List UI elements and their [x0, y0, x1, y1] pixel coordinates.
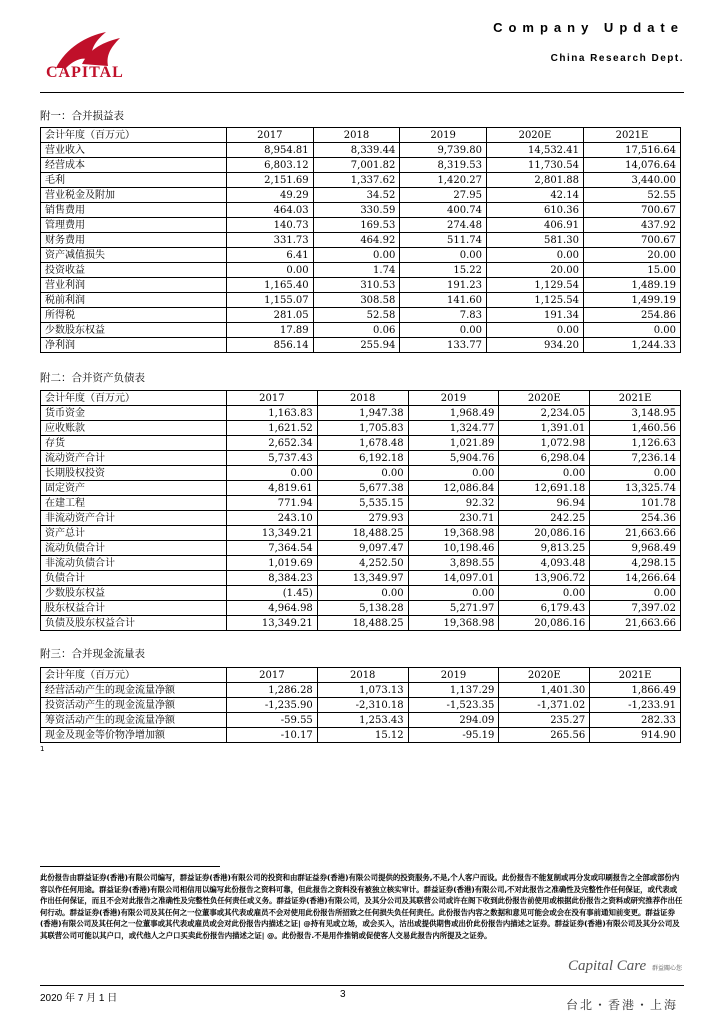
table-cell: 0.00: [499, 586, 590, 601]
row-label: 现金及现金等价物净增加额: [41, 728, 227, 743]
table-cell: 1.74: [313, 263, 400, 278]
table-cell: 1,499.19: [583, 293, 680, 308]
table-header-row: [41, 391, 681, 406]
table-cell: 282.33: [590, 713, 681, 728]
table-cell: 406.91: [486, 218, 583, 233]
header-rule: [40, 92, 684, 93]
table-cell: 0.00: [408, 466, 499, 481]
table-cell: 12,086.84: [408, 481, 499, 496]
table-cell: 13,906.72: [499, 571, 590, 586]
table-cell: 133.77: [400, 338, 487, 353]
table-row: [41, 406, 681, 421]
table-cell: 331.73: [227, 233, 314, 248]
logo-wordmark: CAPITAL: [46, 64, 124, 81]
table-cell: 8,384.23: [227, 571, 318, 586]
table-cell: 191.34: [486, 308, 583, 323]
table-cell: 8,339.44: [313, 143, 400, 158]
table-cell: -1,371.02: [499, 698, 590, 713]
table-cell: 1,286.28: [227, 683, 318, 698]
table-cell: 2,652.34: [227, 436, 318, 451]
table-cell: 1,460.56: [590, 421, 681, 436]
table-cell: 0.00: [408, 586, 499, 601]
table-cell: 6,192.18: [317, 451, 408, 466]
row-label: 资产总计: [41, 526, 227, 541]
table-cell: 5,677.38: [317, 481, 408, 496]
table-cell: -2,310.18: [317, 698, 408, 713]
table-cell: 1,019.69: [227, 556, 318, 571]
table-cell: 254.36: [590, 511, 681, 526]
table-row: [41, 713, 681, 728]
table-cell: 1,129.54: [486, 278, 583, 293]
table-cell: -95.19: [408, 728, 499, 743]
page-number: 3: [340, 989, 346, 1000]
row-label: 应收账款: [41, 421, 227, 436]
stray-mark: 1: [40, 745, 45, 753]
table-row: [41, 698, 681, 713]
table-cell: 0.06: [313, 323, 400, 338]
table-row: [41, 293, 681, 308]
row-label: 所得税: [41, 308, 227, 323]
table-cell: 101.78: [590, 496, 681, 511]
page-header: [493, 20, 684, 64]
table-cell: 3,898.55: [408, 556, 499, 571]
row-label: 投资收益: [41, 263, 227, 278]
table-header-row: [41, 128, 681, 143]
table-cell: 19,368.98: [408, 526, 499, 541]
table-cell: 5,271.97: [408, 601, 499, 616]
table-cell: 1,337.62: [313, 173, 400, 188]
row-label: 经营活动产生的现金流量净额: [41, 683, 227, 698]
table-cell: -59.55: [227, 713, 318, 728]
row-label: 长期股权投资: [41, 466, 227, 481]
table-cell: 20.00: [583, 248, 680, 263]
row-label: 营业收入: [41, 143, 227, 158]
table-cell: 9,968.49: [590, 541, 681, 556]
table-cell: 1,165.40: [227, 278, 314, 293]
table-cell: 242.25: [499, 511, 590, 526]
footer-date: 2020 年 7 月 1 日: [40, 993, 118, 1004]
cashflow-statement-title: 附三：合并现金流量表: [40, 648, 145, 660]
table-cell: 230.71: [408, 511, 499, 526]
table-cell: 700.67: [583, 233, 680, 248]
table-cell: 4,252.50: [317, 556, 408, 571]
column-header-year: 2019: [408, 668, 499, 683]
row-label: 非流动负债合计: [41, 556, 227, 571]
table-cell: 1,163.83: [227, 406, 318, 421]
table-cell: (1.45): [227, 586, 318, 601]
table-row: [41, 278, 681, 293]
table-cell: 140.73: [227, 218, 314, 233]
table-cell: 7.83: [400, 308, 487, 323]
table-cell: 330.59: [313, 203, 400, 218]
table-row: [41, 158, 681, 173]
table-cell: 281.05: [227, 308, 314, 323]
table-cell: 1,155.07: [227, 293, 314, 308]
table-cell: 13,349.21: [227, 616, 318, 631]
table-row: [41, 233, 681, 248]
income-statement-title: 附一：合并损益表: [40, 110, 124, 122]
table-cell: 294.09: [408, 713, 499, 728]
table-row: [41, 323, 681, 338]
table-cell: 934.20: [486, 338, 583, 353]
column-header-year: 2019: [408, 391, 499, 406]
table-cell: 1,125.54: [486, 293, 583, 308]
table-cell: 4,964.98: [227, 601, 318, 616]
table-cell: 17,516.64: [583, 143, 680, 158]
table-cell: 0.00: [313, 248, 400, 263]
table-cell: 1,968.49: [408, 406, 499, 421]
table-cell: 0.00: [590, 586, 681, 601]
table-cell: 27.95: [400, 188, 487, 203]
table-header-row: [41, 668, 681, 683]
table-cell: 6,179.43: [499, 601, 590, 616]
table-cell: 464.92: [313, 233, 400, 248]
row-label: 流动资产合计: [41, 451, 227, 466]
row-label: 在建工程: [41, 496, 227, 511]
table-cell: 856.14: [227, 338, 314, 353]
column-header-year: 2019: [400, 128, 487, 143]
column-header-year: 2021E: [590, 668, 681, 683]
table-cell: 49.29: [227, 188, 314, 203]
table-cell: 13,325.74: [590, 481, 681, 496]
table-cell: 0.00: [227, 466, 318, 481]
table-cell: 6,803.12: [227, 158, 314, 173]
table-cell: 4,298.15: [590, 556, 681, 571]
row-label: 货币资金: [41, 406, 227, 421]
table-cell: 8,954.81: [227, 143, 314, 158]
table-cell: 1,678.48: [317, 436, 408, 451]
row-label: 固定资产: [41, 481, 227, 496]
table-cell: 2,234.05: [499, 406, 590, 421]
row-label: 负债及股东权益合计: [41, 616, 227, 631]
row-label: 净利润: [41, 338, 227, 353]
table-cell: 771.94: [227, 496, 318, 511]
cashflow-statement-table: [40, 667, 681, 743]
column-header-year: 2021E: [590, 391, 681, 406]
capital-care-brand: Capital Care: [568, 958, 647, 974]
table-row: [41, 556, 681, 571]
footer-rule: [40, 985, 684, 986]
table-cell: 4,093.48: [499, 556, 590, 571]
table-cell: 4,819.61: [227, 481, 318, 496]
table-row: [41, 248, 681, 263]
table-cell: 191.23: [400, 278, 487, 293]
table-cell: 5,138.28: [317, 601, 408, 616]
table-cell: 464.03: [227, 203, 314, 218]
table-cell: 42.14: [486, 188, 583, 203]
table-cell: 581.30: [486, 233, 583, 248]
row-label: 财务费用: [41, 233, 227, 248]
table-cell: 0.00: [400, 323, 487, 338]
table-cell: 14,266.64: [590, 571, 681, 586]
balance-sheet-table: [40, 390, 681, 631]
table-cell: 6.41: [227, 248, 314, 263]
office-cities: 台北・香港・上海: [566, 998, 679, 1012]
table-cell: 14,532.41: [486, 143, 583, 158]
table-cell: 3,148.95: [590, 406, 681, 421]
table-cell: 11,730.54: [486, 158, 583, 173]
table-cell: 0.00: [317, 466, 408, 481]
table-cell: 1,324.77: [408, 421, 499, 436]
table-cell: 914.90: [590, 728, 681, 743]
table-cell: 10,198.46: [408, 541, 499, 556]
table-cell: 21,663.66: [590, 616, 681, 631]
row-label: 资产减值损失: [41, 248, 227, 263]
table-cell: 1,253.43: [317, 713, 408, 728]
table-cell: 1,621.52: [227, 421, 318, 436]
table-cell: -1,235.90: [227, 698, 318, 713]
table-cell: 20,086.16: [499, 616, 590, 631]
table-cell: 18,488.25: [317, 616, 408, 631]
table-cell: 265.56: [499, 728, 590, 743]
table-row: [41, 541, 681, 556]
table-cell: -1,233.91: [590, 698, 681, 713]
table-cell: 13,349.21: [227, 526, 318, 541]
capital-care-subtitle: 群益關心您: [652, 965, 683, 972]
table-cell: 92.32: [408, 496, 499, 511]
table-row: [41, 263, 681, 278]
column-header-label: 会计年度（百万元）: [41, 391, 227, 406]
column-header-year: 2020E: [499, 391, 590, 406]
table-cell: 0.00: [590, 466, 681, 481]
table-row: [41, 173, 681, 188]
table-cell: 511.74: [400, 233, 487, 248]
column-header-year: 2018: [317, 668, 408, 683]
table-cell: 20,086.16: [499, 526, 590, 541]
table-cell: 255.94: [313, 338, 400, 353]
table-cell: 0.00: [227, 263, 314, 278]
table-cell: 34.52: [313, 188, 400, 203]
table-row: [41, 218, 681, 233]
table-row: [41, 203, 681, 218]
table-row: [41, 728, 681, 743]
footnote-rule: [40, 866, 220, 867]
table-cell: 0.00: [583, 323, 680, 338]
table-cell: 96.94: [499, 496, 590, 511]
table-cell: 2,151.69: [227, 173, 314, 188]
table-cell: 12,691.18: [499, 481, 590, 496]
row-label: 毛利: [41, 173, 227, 188]
table-cell: 18,488.25: [317, 526, 408, 541]
table-cell: 1,947.38: [317, 406, 408, 421]
department-label: China Research Dept.: [550, 53, 684, 64]
table-cell: 141.60: [400, 293, 487, 308]
table-cell: 400.74: [400, 203, 487, 218]
table-cell: 2,801.88: [486, 173, 583, 188]
row-label: 存货: [41, 436, 227, 451]
table-row: [41, 571, 681, 586]
column-header-label: 会计年度（百万元）: [41, 128, 227, 143]
table-cell: 15.12: [317, 728, 408, 743]
column-header-year: 2017: [227, 668, 318, 683]
column-header-year: 2020E: [486, 128, 583, 143]
table-cell: 15.00: [583, 263, 680, 278]
table-cell: 13,349.97: [317, 571, 408, 586]
table-cell: 5,737.43: [227, 451, 318, 466]
column-header-year: 2021E: [583, 128, 680, 143]
table-cell: 21,663.66: [590, 526, 681, 541]
table-cell: 254.86: [583, 308, 680, 323]
table-cell: 0.00: [486, 248, 583, 263]
table-cell: 169.53: [313, 218, 400, 233]
table-cell: 0.00: [499, 466, 590, 481]
table-cell: 1,866.49: [590, 683, 681, 698]
table-cell: 20.00: [486, 263, 583, 278]
table-row: [41, 601, 681, 616]
table-cell: 700.67: [583, 203, 680, 218]
table-cell: 5,904.76: [408, 451, 499, 466]
table-row: [41, 511, 681, 526]
table-cell: 1,126.63: [590, 436, 681, 451]
table-row: [41, 683, 681, 698]
table-cell: -10.17: [227, 728, 318, 743]
table-cell: 9,739.80: [400, 143, 487, 158]
table-cell: 1,021.89: [408, 436, 499, 451]
table-cell: 52.55: [583, 188, 680, 203]
table-cell: 610.36: [486, 203, 583, 218]
income-statement-table: [40, 127, 681, 353]
table-cell: 6,298.04: [499, 451, 590, 466]
table-cell: 5,535.15: [317, 496, 408, 511]
table-cell: 8,319.53: [400, 158, 487, 173]
table-row: [41, 616, 681, 631]
table-cell: 15.22: [400, 263, 487, 278]
row-label: 销售费用: [41, 203, 227, 218]
table-cell: 1,073.13: [317, 683, 408, 698]
table-row: [41, 496, 681, 511]
table-cell: 1,489.19: [583, 278, 680, 293]
row-label: 管理费用: [41, 218, 227, 233]
table-cell: -1,523.35: [408, 698, 499, 713]
row-label: 股东权益合计: [41, 601, 227, 616]
row-label: 营业利润: [41, 278, 227, 293]
table-cell: 0.00: [317, 586, 408, 601]
table-row: [41, 466, 681, 481]
table-cell: 1,244.33: [583, 338, 680, 353]
table-cell: 0.00: [400, 248, 487, 263]
table-cell: 7,364.54: [227, 541, 318, 556]
table-cell: 243.10: [227, 511, 318, 526]
table-row: [41, 143, 681, 158]
table-cell: 7,397.02: [590, 601, 681, 616]
column-header-year: 2017: [227, 128, 314, 143]
table-cell: 1,391.01: [499, 421, 590, 436]
row-label: 投资活动产生的现金流量净额: [41, 698, 227, 713]
table-cell: 1,420.27: [400, 173, 487, 188]
table-row: [41, 451, 681, 466]
row-label: 经营成本: [41, 158, 227, 173]
table-cell: 310.53: [313, 278, 400, 293]
table-cell: 17.89: [227, 323, 314, 338]
table-cell: 1,705.83: [317, 421, 408, 436]
table-cell: 7,001.82: [313, 158, 400, 173]
row-label: 营业税金及附加: [41, 188, 227, 203]
column-header-year: 2020E: [499, 668, 590, 683]
table-cell: 14,097.01: [408, 571, 499, 586]
table-cell: 14,076.64: [583, 158, 680, 173]
table-cell: 3,440.00: [583, 173, 680, 188]
table-row: [41, 526, 681, 541]
column-header-year: 2018: [313, 128, 400, 143]
row-label: 非流动资产合计: [41, 511, 227, 526]
row-label: 少数股东权益: [41, 586, 227, 601]
table-row: [41, 436, 681, 451]
table-row: [41, 481, 681, 496]
table-row: [41, 308, 681, 323]
table-cell: 1,401.30: [499, 683, 590, 698]
table-cell: 279.93: [317, 511, 408, 526]
row-label: 税前利润: [41, 293, 227, 308]
row-label: 筹资活动产生的现金流量净额: [41, 713, 227, 728]
table-cell: 235.27: [499, 713, 590, 728]
row-label: 流动负债合计: [41, 541, 227, 556]
disclaimer-text: 此份报告由群益证券(香港)有限公司编写，群益证券(香港)有限公司的投资和由群证益券(香港)有限公司提供的投资服务,不是,个人客户而设。此份报告不能复制或再分发或印刷报告之全部或部份内容以作任何用途。群益证券(香港)有限公司相信用以编写此份报告之资料可靠，但此报告之资料没有被独立核实审计。群益证券(香港)有限公司,不对此报告之准确性及完整性作任何保证，或代表或作出任何保证，而且不会对此报告之准确性及完整性负任何责任或义务。群益证券(香港)有限公司，及其分公司及其联营公司或许在阁下收到此份报告前使用或根据此份报告之资料或研究推荐作出任何行动。群益证券(香港)有限公司及其任何之一位董事或其代表或雇员不会对使用此份报告所招致之任何损失负任何责任。此份报告内容之数据和意见可能会或会在没有事前通知前变更。群益证券(香港)有限公司及其任何之一位董事或其代表或雇员或会对此份报告内描述之证| @持有见或立场，或会买入，沽出或提供期售或出价此份报告内描述之证券。群益证券(香港)有限公司及其分公司及其联营公司可能以其户口，或代他人之户口买卖此份报告内描述之证| @。此份报告.不是用作推销或促使客人交易此报告内所提及之证券。: [40, 873, 683, 940]
row-label: 负债合计: [41, 571, 227, 586]
table-row: [41, 188, 681, 203]
company-update-title: Company Update: [493, 20, 684, 35]
column-header-label: 会计年度（百万元）: [41, 668, 227, 683]
table-row: [41, 421, 681, 436]
table-cell: 9,097.47: [317, 541, 408, 556]
table-cell: 1,137.29: [408, 683, 499, 698]
table-row: [41, 338, 681, 353]
table-cell: 52.58: [313, 308, 400, 323]
table-cell: 308.58: [313, 293, 400, 308]
table-cell: 9,813.25: [499, 541, 590, 556]
balance-sheet-title: 附二：合并资产负债表: [40, 372, 145, 384]
table-row: [41, 586, 681, 601]
row-label: 少数股东权益: [41, 323, 227, 338]
table-cell: 19,368.98: [408, 616, 499, 631]
column-header-year: 2017: [227, 391, 318, 406]
table-cell: 0.00: [486, 323, 583, 338]
table-cell: 437.92: [583, 218, 680, 233]
table-cell: 274.48: [400, 218, 487, 233]
table-cell: 7,236.14: [590, 451, 681, 466]
table-cell: 1,072.98: [499, 436, 590, 451]
column-header-year: 2018: [317, 391, 408, 406]
